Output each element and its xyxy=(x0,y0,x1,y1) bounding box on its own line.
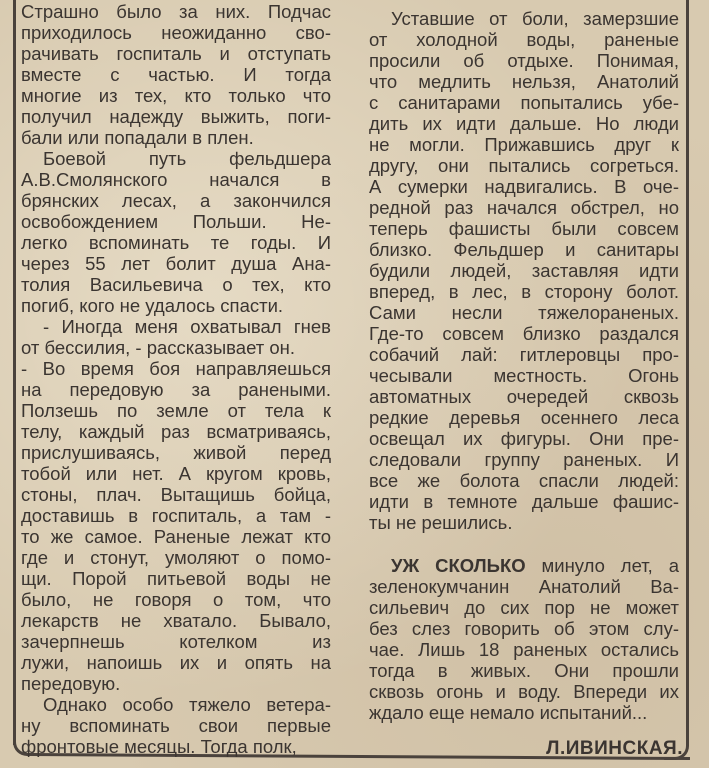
text-line: лужи, напоишь их и опять на xyxy=(21,652,331,673)
text-line: без слез говорить об этом слу- xyxy=(369,618,679,639)
text-line: близко. Фельдшер и санитары xyxy=(369,239,679,260)
text-line: Уставшие от боли, замерзшие xyxy=(391,8,679,29)
right-column-body xyxy=(369,8,679,533)
text-line: просили об отдыхе. Понимая, xyxy=(369,50,679,71)
text-line: толия Васильевича о тех, кто xyxy=(21,274,331,295)
text-line: Сами несли тяжелораненых. xyxy=(369,302,679,323)
closing-lead-in: УЖ СКОЛЬКО xyxy=(391,555,526,576)
text-line: - Во время боя направляешься xyxy=(21,358,331,379)
text-line: телу, каждый раз всматриваясь, xyxy=(21,421,331,442)
text-line: идти в темноте дальше фашис- xyxy=(369,491,679,512)
paragraph-gap xyxy=(369,533,679,555)
text-line: что медлить нельзя, Анатолий xyxy=(369,71,679,92)
text-line: было, не говоря о том, что xyxy=(21,589,331,610)
text-line: рачивать госпиталь и отступать xyxy=(21,43,331,64)
text-line: теперь фашисты были совсем xyxy=(369,218,679,239)
text-line: тобой или нет. А кругом кровь, xyxy=(21,463,331,484)
text-line: зачерпнешь котелком из xyxy=(21,631,331,652)
text-line: зеленокумчанин Анатолий Ва- xyxy=(369,576,679,597)
text-line: освобождением Польши. Не- xyxy=(21,211,331,232)
text-line: щи. Порой питьевой воды не xyxy=(21,568,331,589)
text-line: освещал их фигуры. Они пре- xyxy=(369,428,679,449)
text-line: ждало еще немало испытаний... xyxy=(369,702,648,723)
text-line: с санитарами попытались убе- xyxy=(369,92,679,113)
text-line: вместе с частью. И тогда xyxy=(21,64,331,85)
text-line: - Иногда меня охватывал гнев xyxy=(43,316,331,337)
text-line: сквозь огонь и воду. Впереди их xyxy=(369,681,679,702)
closing-first-line-rest: минуло лет, а xyxy=(525,555,679,576)
text-line: не могли. Прижавшись друг к xyxy=(369,134,679,155)
text-line: Ползешь по земле от тела к xyxy=(21,400,331,421)
text-line: получил надежду выжить, поги- xyxy=(21,106,331,127)
text-line: легко вспоминать те годы. И xyxy=(21,232,331,253)
frame-border-right xyxy=(686,0,689,745)
text-line: погиб, кого не удалось спасти. xyxy=(21,295,284,316)
text-line: следовали группу раненых. И xyxy=(369,449,679,470)
text-line: автоматных очередей сквозь xyxy=(369,386,679,407)
text-line: редкие деревья осеннего леса xyxy=(369,407,679,428)
text-line: бали или попадали в плен. xyxy=(21,127,254,148)
text-line: лекарств не хватало. Бывало, xyxy=(21,610,331,631)
text-line: стоны, плач. Вытащишь бойца, xyxy=(21,484,331,505)
article-column-left xyxy=(21,1,331,757)
text-line: брянских лесах, а закончился xyxy=(21,190,331,211)
text-line: многие из тех, кто только что xyxy=(21,85,331,106)
text-line: вперед, в лес, в сторону болот. xyxy=(369,281,679,302)
text-line: ну вспоминать свои первые xyxy=(21,715,331,736)
text-line: чесывали местность. Огонь xyxy=(369,365,679,386)
text-line: ты не решились. xyxy=(369,512,513,533)
closing-paragraph xyxy=(369,576,679,723)
text-line: все же болота спасли людей: xyxy=(369,470,679,491)
text-line: то же самое. Раненые лежат кто xyxy=(21,526,331,547)
text-line: редной раз начался обстрел, но xyxy=(369,197,679,218)
text-line: А.В.Смолянского начался в xyxy=(21,169,331,190)
text-line: Однако особо тяжело ветера- xyxy=(43,694,331,715)
text-line: сильевич до сих пор не может xyxy=(369,597,679,618)
text-line: Где-то совсем близко раздался xyxy=(369,323,679,344)
text-line: от бессилия, - рассказывает он. xyxy=(21,337,296,358)
author-signature: Л.ИВИНСКАЯ. xyxy=(546,738,683,759)
text-line: от холодной воды, раненые xyxy=(369,29,679,50)
frame-border-left xyxy=(13,0,16,745)
text-line: Страшно было за них. Подчас xyxy=(21,1,331,22)
text-line: тогда в живых. Они прошли xyxy=(369,660,679,681)
closing-paragraph-first-line xyxy=(369,555,679,576)
text-line: приходилось неожиданно сво- xyxy=(21,22,331,43)
text-line: через 55 лет болит душа Ана- xyxy=(21,253,331,274)
text-line: передовую. xyxy=(21,673,121,694)
text-line: дить их идти дальше. Но люди xyxy=(369,113,679,134)
text-line: фронтовые месяцы. Тогда полк, xyxy=(21,736,297,757)
text-line: другу, они пытались согреться. xyxy=(369,155,679,176)
text-line: прислушиваясь, живой перед xyxy=(21,442,331,463)
text-line: доставишь в госпиталь, а там - xyxy=(21,505,331,526)
text-line: А сумерки надвигались. В оче- xyxy=(369,176,679,197)
text-line: Боевой путь фельдшера xyxy=(43,148,331,169)
article-column-right xyxy=(369,8,679,723)
text-line: где и стонут, умоляют о помо- xyxy=(21,547,331,568)
text-line: собачий лай: гитлеровцы про- xyxy=(369,344,679,365)
text-line: будили людей, заставляя идти xyxy=(369,260,679,281)
text-line: на передовую за ранеными. xyxy=(21,379,331,400)
text-line: чае. Лишь 18 раненых остались xyxy=(369,639,679,660)
